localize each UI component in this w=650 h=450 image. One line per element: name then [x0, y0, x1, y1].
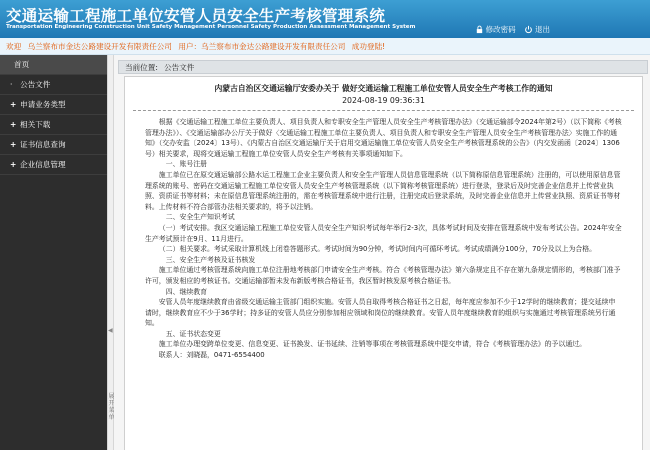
section-heading: 二、安全生产知识考试	[165, 213, 235, 222]
sidebar-item-announcements[interactable]	[0, 75, 107, 95]
change-password-link[interactable]	[475, 24, 516, 35]
app-subtitle: Transportation Engineering Construction Unit Safety Management Personnel Safety Production Assessment Management System	[6, 24, 416, 30]
section-heading: 三、安全生产考核及证书核发	[165, 255, 256, 264]
article-paragraph: 施工单位已在原交通运输部公路水运工程施工企业主要负责人和安全生产管理人员信息管理系统（以下简称原信息管理系统）注册的，可以使用原信息管理系统的账号、密码在交通运输工程施工单位安管人员安全生产考核管理系统（以下简称考核管理系统）进行登录，登录后及时完善企业信息并上传营业执照、资质证书等材料；未在原信息管理系统注册的，需在考核管理系统中进行注册，注册完成后登录系统，及时完善企业信息并上传营业执照、资质证书等材料。上传材料不符合部管办法相关要求的，将予以注销。	[145, 170, 621, 211]
expand-plus-icon: +	[10, 100, 17, 109]
section-heading: 四、继续教育	[165, 287, 208, 296]
article-date: 2024-08-19 09:36:31	[342, 96, 425, 105]
sidebar-item-home[interactable]	[0, 55, 107, 75]
user-name: 用户：乌兰察布市金达公路建设开发有限责任公司	[178, 42, 346, 51]
lock-icon	[475, 25, 484, 34]
logout-label: 退出	[535, 25, 550, 34]
header-actions	[469, 24, 550, 36]
power-icon	[524, 25, 533, 34]
sidebar-item-company-info[interactable]	[0, 155, 107, 175]
splitter-label: 展 开 菜 单	[108, 393, 115, 421]
sidebar-item-downloads[interactable]	[0, 115, 107, 135]
sidebar-item-label: 相关下载	[20, 120, 51, 129]
section-heading: 五、证书状态变更	[165, 329, 221, 338]
expand-plus-icon: +	[10, 140, 17, 149]
sidebar-item-label: 首页	[14, 60, 30, 69]
breadcrumb-label: 当前位置:	[125, 63, 158, 72]
main-area	[114, 55, 650, 450]
article-paragraph: 安管人员年度继续教育由省级交通运输主管部门组织实施。安管人员自取得考核合格证书之日起，每年度应参加不少于12学时的继续教育；提交延续申请时，继续教育应不少于36学时；持多证的安管人员应分别参加相应领域和岗位的继续教育。安管人员年度继续教育的组织与实施通过考核管理系统另行通知。	[145, 298, 616, 328]
app-title: 交通运输工程施工单位安管人员安全生产考核管理系统	[6, 7, 386, 25]
login-status: 成功登陆!	[351, 42, 386, 51]
org-name: 乌兰察布市金达公路建设开发有限责任公司	[27, 42, 172, 51]
article-paragraph: （二）相关要求。考试采取计算机线上闭卷答题形式。考试时间为90分钟，考试时间内可循环考试。考试成绩满分100分，70分及以上为合格。	[158, 245, 597, 254]
sidebar	[0, 55, 107, 450]
expand-plus-icon: +	[10, 160, 17, 169]
article-paragraph: （一）考试安排。我区交通运输工程施工单位安管人员安全生产知识考试每年举行2-3次，具体考试时间及安排在管理系统中发布考试公告。2024年安全生产考试预计在9月、11月进行。	[145, 223, 622, 243]
collapse-arrow-icon: ◀	[108, 327, 113, 334]
sidebar-item-label: 申请业务类型	[20, 100, 66, 109]
article-body	[125, 111, 642, 361]
bullet-icon: ·	[10, 80, 13, 89]
article-paragraph: 施工单位办理变跨单位变更、信息变更、证书换发、证书延续、注销等事项在考核管理系统中提交申请，符合《考核管理办法》的予以通过。	[158, 340, 587, 349]
article-panel	[124, 76, 643, 450]
sidebar-item-certificate-query[interactable]	[0, 135, 107, 155]
logout-link[interactable]	[524, 24, 550, 35]
sidebar-item-label: 企业信息管理	[20, 160, 66, 169]
expand-plus-icon: +	[10, 120, 17, 129]
breadcrumb	[118, 60, 648, 74]
welcome-text: 欢迎	[6, 42, 22, 51]
sidebar-item-application-types[interactable]	[0, 95, 107, 115]
article-paragraph: 施工单位通过考核管理系统向施工单位注册地考核部门申请安全生产考核。符合《考核管理办法》第六条规定且不存在第九条规定情形的，考核部门准予许可，颁发相应的考核证书。交通运输部暂未发布新版考核合格证书，我区暂时核发原考核合格证书。	[145, 266, 621, 285]
breadcrumb-current[interactable]: 公告文件	[163, 63, 195, 72]
user-info-bar	[0, 38, 650, 55]
section-heading: 一、账号注册	[165, 160, 208, 169]
sidebar-item-label: 证书信息查询	[20, 140, 66, 149]
sidebar-item-label: 公告文件	[20, 80, 51, 89]
article-paragraph: 根据《交通运输工程施工单位主要负责人、项目负责人和专职安全生产管理人员安全生产考核管理办法》（交通运输部令2024年第2号）（以下简称《考核管理办法》）、《交通运输部办公厅关于做好〈交通运输工程施工单位主要负责人、项目负责人和专职安全生产管理人员安全生产考核管理办法〉实施工作的通知》（交办安监〔2024〕13号）、《内蒙古自治区交通运输厅关于启用交通运输施工单位安管人员安全生产考核管理系统的公告》（内交发函函〔2024〕1306号）相关要求，现将交通运输工程施工单位安管人员安全生产考核有关事项通知如下。	[145, 118, 622, 158]
article-paragraph: 联系人：刘晓磊，0471-6554400	[158, 351, 265, 360]
sidebar-collapse-splitter[interactable]	[107, 55, 114, 450]
app-header	[0, 0, 650, 38]
article-title: 内蒙古自治区交通运输厅安委办关于 做好交通运输工程施工单位安管人员安全生产考核工作的通知	[214, 84, 553, 93]
change-password-label: 修改密码	[485, 25, 516, 34]
